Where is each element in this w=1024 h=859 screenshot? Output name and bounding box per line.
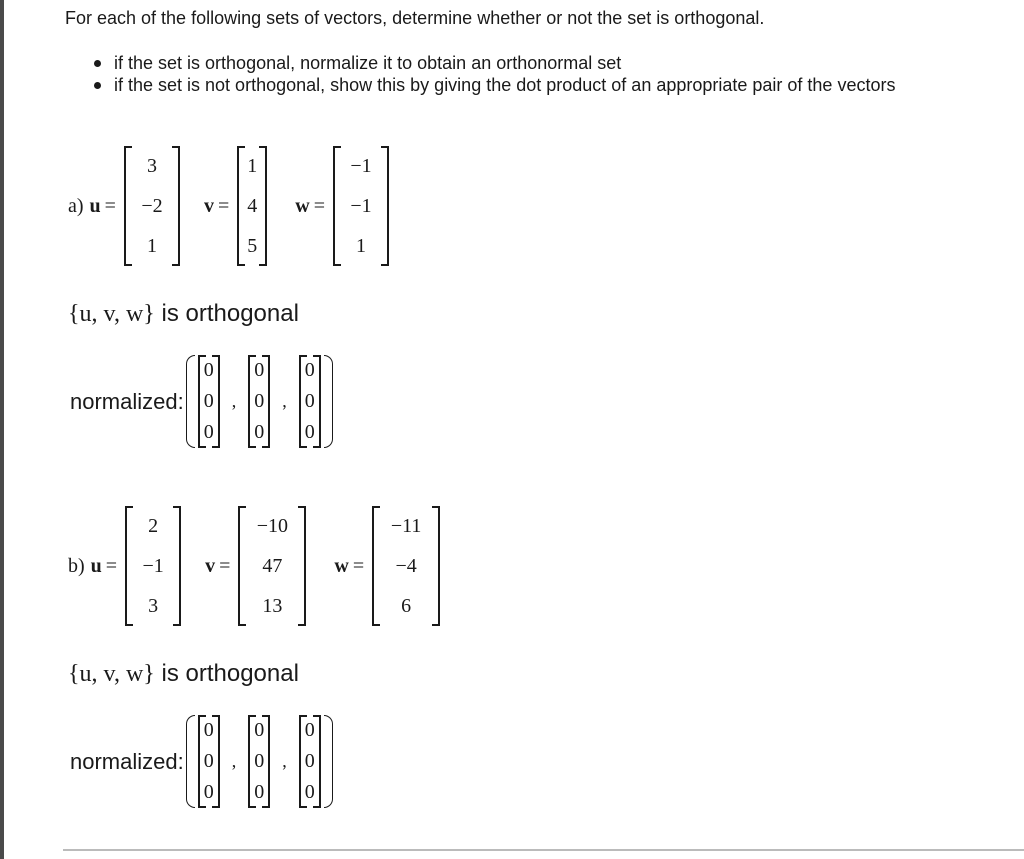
equals-sign: = [219, 554, 231, 577]
set-notation: {u, v, w} [68, 301, 155, 327]
normalized-entry: 0 [203, 421, 214, 443]
normalized-entry: 0 [203, 359, 214, 381]
normalized-vector [299, 355, 321, 448]
statement-text: is orthogonal [161, 300, 299, 327]
u-entry: 3 [146, 155, 157, 177]
normalized-vector [248, 715, 270, 808]
comma: , [231, 751, 237, 771]
instruction-item: if the set is not orthogonal, show this by giving the dot product of an appropriate pair of the vectors [92, 74, 895, 96]
v-entry: 5 [247, 235, 258, 257]
part-a-vectors [68, 146, 391, 266]
part-b-normalized [70, 715, 327, 808]
bottom-divider [63, 849, 1024, 851]
normalized-entry: 0 [254, 421, 265, 443]
normalized-vector [198, 355, 220, 448]
w-symbol: w [334, 554, 349, 577]
problem-intro: For each of the following sets of vectors, determine whether or not the set is orthogonal. [65, 8, 765, 28]
normalized-label: normalized: [70, 388, 184, 414]
normalized-label: normalized: [70, 748, 184, 774]
normalized-vector [248, 355, 270, 448]
v-entry: 13 [262, 595, 283, 617]
normalized-entry: 0 [254, 390, 265, 412]
part-b-label: b) [68, 554, 85, 577]
normalized-entry: 0 [203, 719, 214, 741]
w-entry: −1 [350, 195, 372, 217]
v-entry: −10 [256, 515, 288, 537]
normalized-entry: 0 [304, 750, 315, 772]
vector-w [372, 506, 440, 626]
equals-sign: = [104, 194, 116, 217]
w-entry: −11 [390, 515, 422, 537]
part-b-statement [68, 660, 299, 688]
normalized-entry: 0 [304, 781, 315, 803]
w-entry: −4 [395, 555, 417, 577]
normalized-entry: 0 [304, 359, 315, 381]
vector-v [237, 146, 267, 266]
equals-sign: = [217, 194, 230, 217]
u-entry: 2 [148, 515, 159, 537]
part-a-normalized [70, 355, 327, 448]
instruction-list [92, 52, 895, 96]
v-symbol: v [203, 194, 214, 217]
w-entry: 6 [401, 595, 412, 617]
normalized-entry: 0 [203, 781, 214, 803]
u-symbol: u [90, 554, 102, 577]
normalized-entry: 0 [203, 750, 214, 772]
part-b-vectors [68, 506, 442, 626]
normalized-entry: 0 [203, 390, 214, 412]
normalized-entry: 0 [254, 719, 265, 741]
normalized-set [192, 355, 327, 448]
vector-u [125, 506, 181, 626]
w-symbol: w [295, 194, 310, 217]
u-entry: 3 [148, 595, 159, 617]
w-entry: 1 [355, 235, 366, 257]
part-a-statement [68, 300, 299, 328]
v-entry: 1 [247, 155, 258, 177]
v-entry: 47 [262, 555, 283, 577]
comma: , [282, 751, 287, 771]
left-border [0, 0, 4, 859]
w-entry: −1 [350, 155, 372, 177]
vector-v [238, 506, 306, 626]
comma: , [282, 391, 287, 411]
v-symbol: v [205, 554, 216, 577]
set-notation: {u, v, w} [68, 661, 155, 687]
normalized-set [192, 715, 327, 808]
comma: , [231, 391, 237, 411]
statement-text: is orthogonal [161, 660, 299, 687]
equals-sign: = [352, 554, 365, 577]
normalized-vector [198, 715, 220, 808]
instruction-item: if the set is orthogonal, normalize it to obtain an orthonormal set [92, 52, 895, 74]
u-entry: 1 [146, 235, 157, 257]
normalized-entry: 0 [254, 750, 265, 772]
normalized-entry: 0 [304, 390, 315, 412]
normalized-entry: 0 [304, 421, 315, 443]
normalized-vector [299, 715, 321, 808]
equals-sign: = [105, 554, 118, 577]
normalized-entry: 0 [254, 781, 265, 803]
u-entry: −1 [142, 555, 164, 577]
u-entry: −2 [141, 195, 163, 217]
v-entry: 4 [247, 195, 258, 217]
vector-u [124, 146, 180, 266]
part-a-label: a) [68, 194, 84, 217]
u-symbol: u [89, 194, 101, 217]
normalized-entry: 0 [254, 359, 265, 381]
vector-w [333, 146, 389, 266]
normalized-entry: 0 [304, 719, 315, 741]
equals-sign: = [313, 194, 325, 217]
